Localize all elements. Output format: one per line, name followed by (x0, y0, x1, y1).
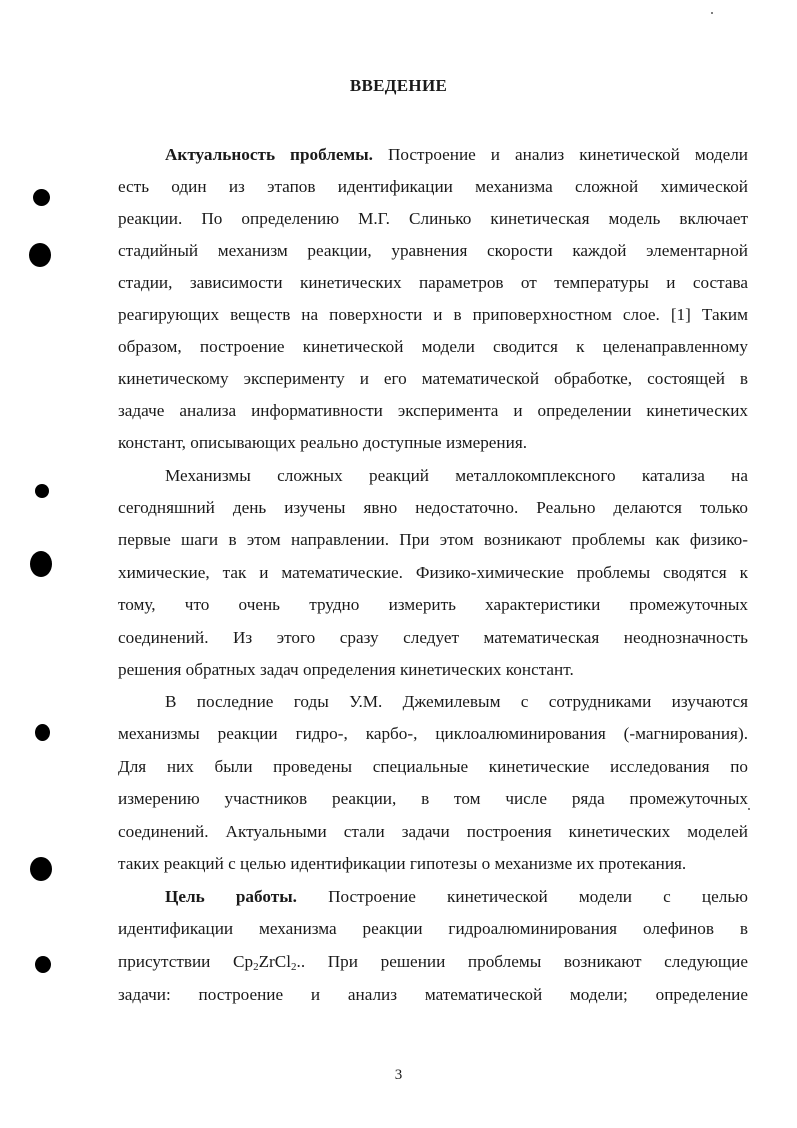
paragraph-line: кинетическому эксперименту и его математической обработке, состоящей в (118, 369, 748, 388)
paragraph-line: образом, построение кинетической модели сводится к целенаправленному (118, 337, 748, 356)
paragraph-line: Для них были проведены специальные кинетические исследования по (118, 757, 748, 776)
paragraph-line: тому, что очень трудно измерить характеристики промежуточных (118, 595, 748, 614)
paragraph-line: задаче анализа информативности эксперимента и определении кинетических (118, 401, 748, 420)
binder-hole (35, 956, 51, 973)
paragraph-line: Цель работы. Построение кинетической модели с целью (165, 887, 749, 906)
scan-speck (711, 12, 713, 14)
paragraph-line: сегодняшний день изучены явно недостаточно. Реально делаются только (118, 498, 748, 517)
paragraph-line: В последние годы У.М. Джемилевым с сотрудниками изучаются (165, 692, 748, 711)
chemical-formula: $Cp_2ZrCl_2$ (233, 952, 297, 973)
paragraph-line: таких реакций с целью идентификации гипотезы о механизме их протекания. (118, 854, 687, 873)
binder-hole (33, 189, 50, 206)
paragraph-line: соединений. Актуальными стали задачи построения кинетических моделей (118, 822, 748, 841)
binder-hole (35, 724, 50, 741)
page-number: 3 (394, 1067, 403, 1083)
binder-hole (30, 857, 52, 881)
paragraph-line: присутствии $Cp_2ZrCl_2$.. При решении проблемы возникают следующие (118, 952, 748, 973)
paragraph-line: есть один из этапов идентификации механизма сложной химической (118, 177, 748, 196)
paragraph-line: решения обратных задач определения кинетических констант. (118, 660, 574, 679)
binder-hole (29, 243, 51, 267)
section-heading: Цель работы. (165, 887, 297, 906)
binder-hole (30, 551, 52, 577)
paragraph-line: соединений. Из этого сразу следует математическая неоднозначность (118, 628, 748, 647)
paragraph-line: измерению участников реакции, в том числе ряда промежуточных (118, 789, 748, 808)
paragraph-line: констант, описывающих реально доступные измерения. (118, 433, 528, 452)
paragraph-line: первые шаги в этом направлении. При этом возникают проблемы как физико- (118, 530, 748, 549)
paragraph-line: идентификации механизма реакции гидроалюминирования олефинов в (118, 919, 748, 938)
scan-speck (748, 808, 750, 810)
paragraph-line: Механизмы сложных реакций металлокомплексного катализа на (165, 466, 748, 485)
section-heading: Актуальность проблемы. (165, 145, 373, 164)
paragraph-line: реагирующих веществ на поверхности и в приповерхностном слое. [1] Таким (118, 305, 748, 324)
page-title: ВВЕДЕНИЕ (349, 76, 448, 95)
paragraph-line: механизмы реакции гидро-, карбо-, циклоалюминирования (-магнирования). (118, 724, 748, 743)
paragraph-line: реакции. По определению М.Г. Слинько кинетическая модель включает (118, 209, 748, 228)
paragraph-line: химические, так и математические. Физико-химические проблемы сводятся к (118, 563, 748, 582)
paragraph-line: стадии, зависимости кинетических параметров от температуры и состава (118, 273, 748, 292)
paragraph-line: задачи: построение и анализ математической модели; определение (118, 985, 748, 1004)
binder-hole (35, 484, 49, 498)
paragraph-line: Актуальность проблемы. Построение и анализ кинетической модели (165, 145, 748, 164)
paragraph-line: стадийный механизм реакции, уравнения скорости каждой элементарной (118, 241, 748, 260)
